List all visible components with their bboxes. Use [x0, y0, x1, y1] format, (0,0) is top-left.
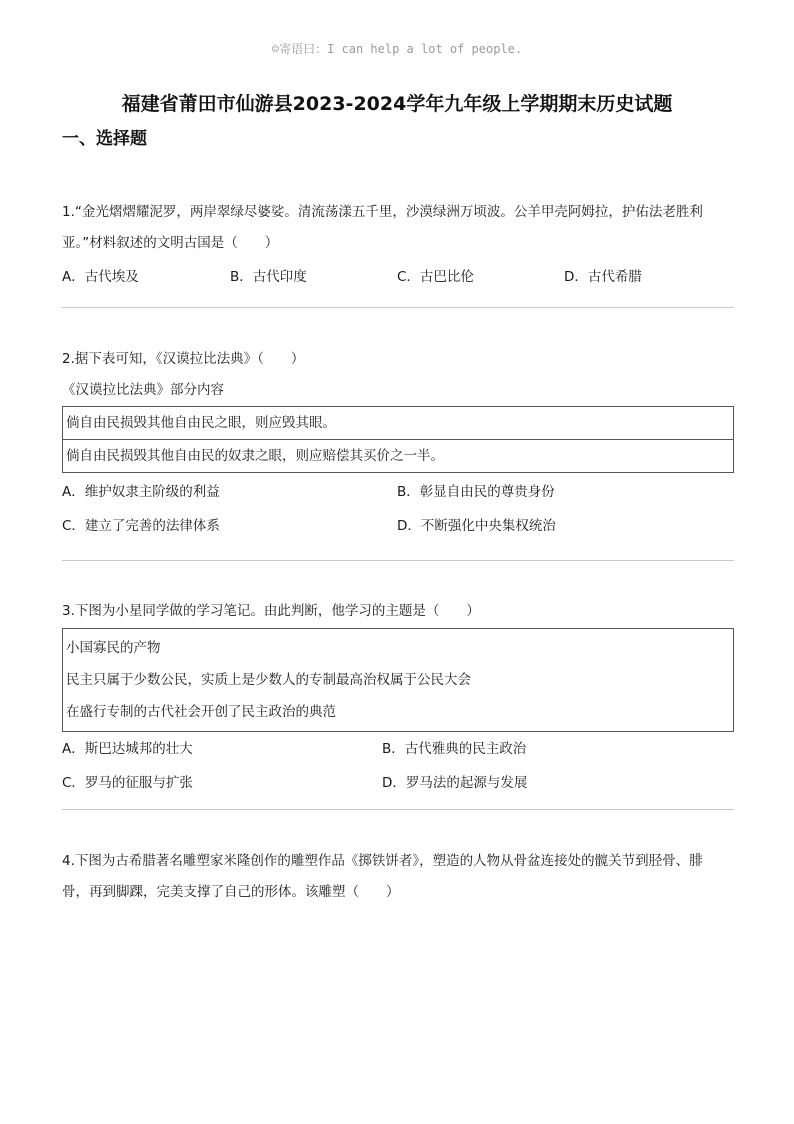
- note-line: 在盛行专制的古代社会开创了民主政治的典范: [66, 704, 336, 720]
- question-3: [62, 596, 734, 799]
- study-notes-box: [62, 628, 734, 732]
- page-title: 福建省莆田市仙游县2023-2024学年九年级上学期期末历史试题: [121, 93, 673, 115]
- question-4: [62, 846, 734, 908]
- law-table: [62, 406, 734, 473]
- question-stem: 3.下图为小星同学做的学习笔记。由此判断，他学习的主题是（ ）: [62, 603, 480, 619]
- divider: [62, 560, 734, 561]
- option-b[interactable]: B．古代雅典的民主政治: [382, 741, 527, 757]
- watermark: ☺寄语曰：I can help a lot of people.: [271, 42, 523, 56]
- table-row: 倘自由民损毁其他自由民之眼，则应毁其眼。: [66, 415, 336, 431]
- option-a[interactable]: A．斯巴达城邦的壮大: [62, 741, 193, 757]
- table-row: 倘自由民损毁其他自由民的奴隶之眼，则应赔偿其买价之一半。: [63, 439, 733, 472]
- divider: [62, 809, 734, 810]
- option-c[interactable]: C．罗马的征服与扩张: [62, 775, 193, 791]
- note-line: 民主只属于少数公民，实质上是少数人的专制最高治权属于公民大会: [66, 672, 471, 688]
- option-d[interactable]: D．不断强化中央集权统治: [397, 518, 556, 534]
- table-caption: 《汉谟拉比法典》部分内容: [62, 382, 224, 398]
- option-b[interactable]: B．彰显自由民的尊贵身份: [397, 484, 555, 500]
- option-d[interactable]: D．罗马法的起源与发展: [382, 775, 528, 791]
- question-stem-line: 骨，再到脚踝，完美支撑了自己的形体。该雕塑（ ）: [62, 884, 400, 900]
- divider: [62, 307, 734, 308]
- note-line: 小国寡民的产物: [66, 640, 161, 656]
- section-heading: 一、选择题: [62, 129, 147, 149]
- option-d[interactable]: D．古代希腊: [564, 269, 642, 285]
- option-a[interactable]: A．维护奴隶主阶级的利益: [62, 484, 220, 500]
- option-b[interactable]: B．古代印度: [230, 269, 307, 285]
- option-a[interactable]: A．古代埃及: [62, 269, 139, 285]
- question-stem-line: 4.下图为古希腊著名雕塑家米隆创作的雕塑作品《掷铁饼者》，塑造的人物从骨盆连接处的髋关节到胫骨、腓: [62, 853, 703, 869]
- question-stem-line: 亚。”材料叙述的文明古国是（ ）: [62, 235, 279, 251]
- question-2: [62, 344, 734, 542]
- option-c[interactable]: C．古巴比伦: [397, 269, 474, 285]
- option-c[interactable]: C．建立了完善的法律体系: [62, 518, 220, 534]
- question-1: [62, 197, 734, 293]
- question-stem-line: 1.“金光熠熠耀泥罗，两岸翠绿尽婆娑。清流荡漾五千里，沙漠绿洲万顷波。公羊甲壳阿姆拉，护佑法老胜利: [62, 204, 703, 220]
- question-stem: 2.据下表可知，《汉谟拉比法典》（ ）: [62, 351, 305, 367]
